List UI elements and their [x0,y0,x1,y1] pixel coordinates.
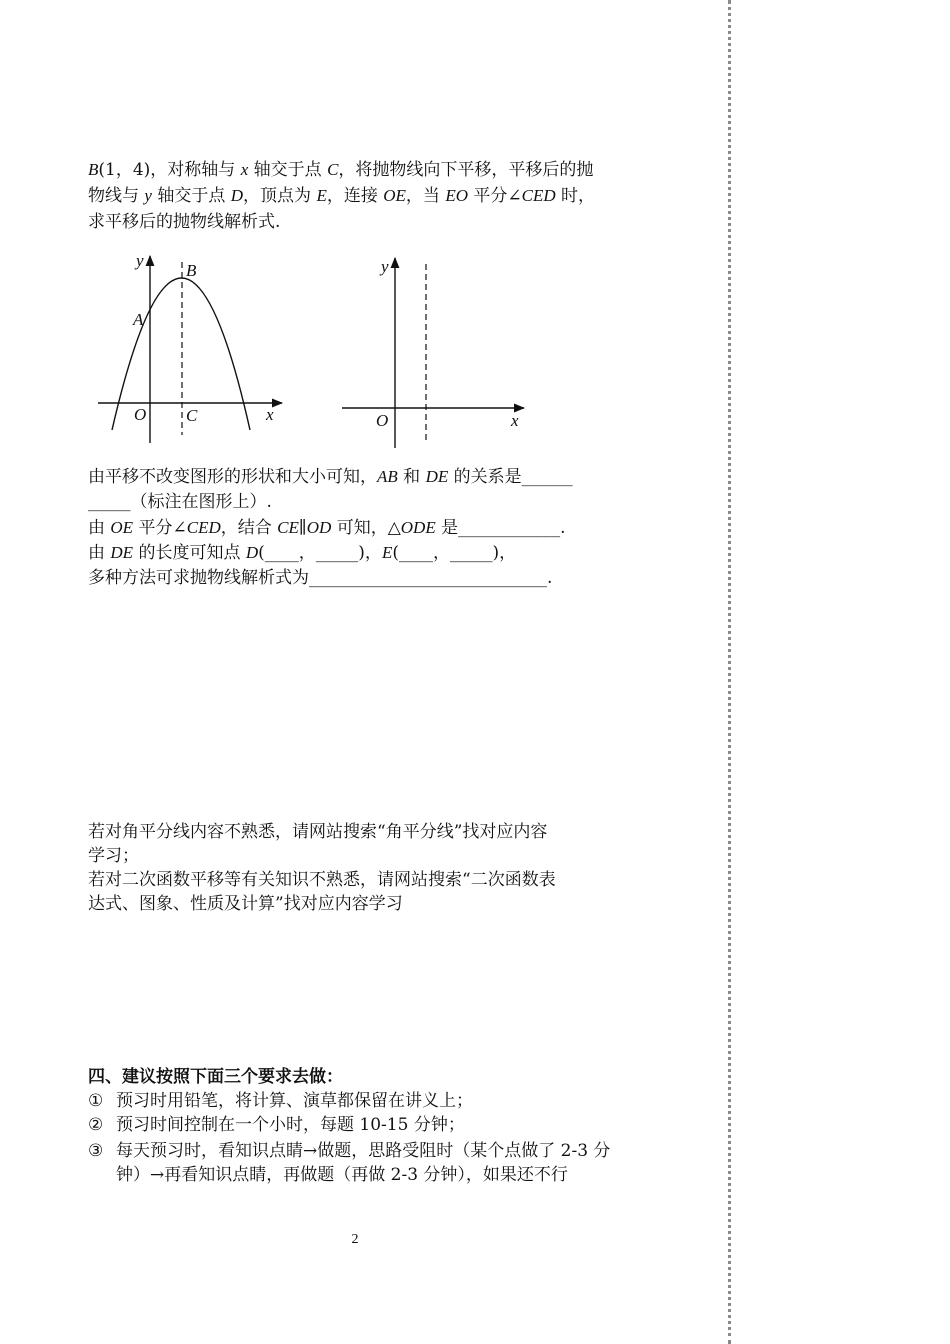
hint-line-4: 由 DE 的长度可知点 D(____，_____)，E(____，_____)， [88,543,517,563]
problem-line-3: 求平移后的抛物线解析式. [88,212,281,232]
hint-line-5: 多种方法可求抛物线解析式为____________________________. [88,568,553,588]
point-a-label: A [133,310,144,329]
page-number: 2 [351,1232,359,1247]
figure-parabola [90,250,300,450]
x-axis-label: x [511,411,519,430]
parabola-curve [112,278,250,430]
advice-line-2: 学习； [88,846,139,866]
problem-line-1: B(1，4)，对称轴与 x 轴交于点 C，将抛物线向下平移，平移后的抛 [88,160,594,180]
point-c-label: C [186,406,198,425]
hint-line-3: 由 OE 平分∠CED，结合 CE∥OD 可知，△ODE 是____________. [88,518,566,538]
y-axis-label: y [136,251,144,270]
cut-line-divider [728,0,731,1344]
list-item-number: ① [88,1091,104,1111]
y-axis-label: y [381,257,389,276]
list-item-number: ② [88,1115,104,1135]
origin-label: O [134,405,147,424]
advice-line-4: 达式、图象、性质及计算”找对应内容学习 [88,894,403,914]
hint-line-1: 由平移不改变图形的形状和大小可知，AB 和 DE 的关系是______ [88,467,573,487]
advice-line-1: 若对角平分线内容不熟悉，请网站搜索“角平分线”找对应内容 [88,822,548,842]
list-item-text: 预习时间控制在一个小时，每题 10-15 分钟； [116,1115,465,1135]
list-item-number: ③ [88,1141,104,1161]
list-item-text: 预习时用铅笔，将计算、演草都保留在讲义上； [116,1091,473,1111]
point-b-label: B [186,261,197,280]
hint-line-2: _____（标注在图形上）. [88,492,272,512]
x-axis-label: x [266,405,274,424]
list-item-text: 每天预习时，看知识点睛→做题，思路受阻时（某个点做了 2-3 分钟）→再看知识点睛，再做题（再做 2-3 分钟），如果还不行 [116,1141,611,1185]
advice-line-3: 若对二次函数平移等有关知识不熟悉，请网站搜索“二次函数表 [88,870,556,890]
problem-line-2: 物线与 y 轴交于点 D，顶点为 E，连接 OE，当 EO 平分∠CED 时， [88,186,596,206]
section-4-heading: 四、建议按照下面三个要求去做： [88,1067,343,1087]
figure-empty-axes [338,250,538,450]
origin-label: O [376,411,389,430]
